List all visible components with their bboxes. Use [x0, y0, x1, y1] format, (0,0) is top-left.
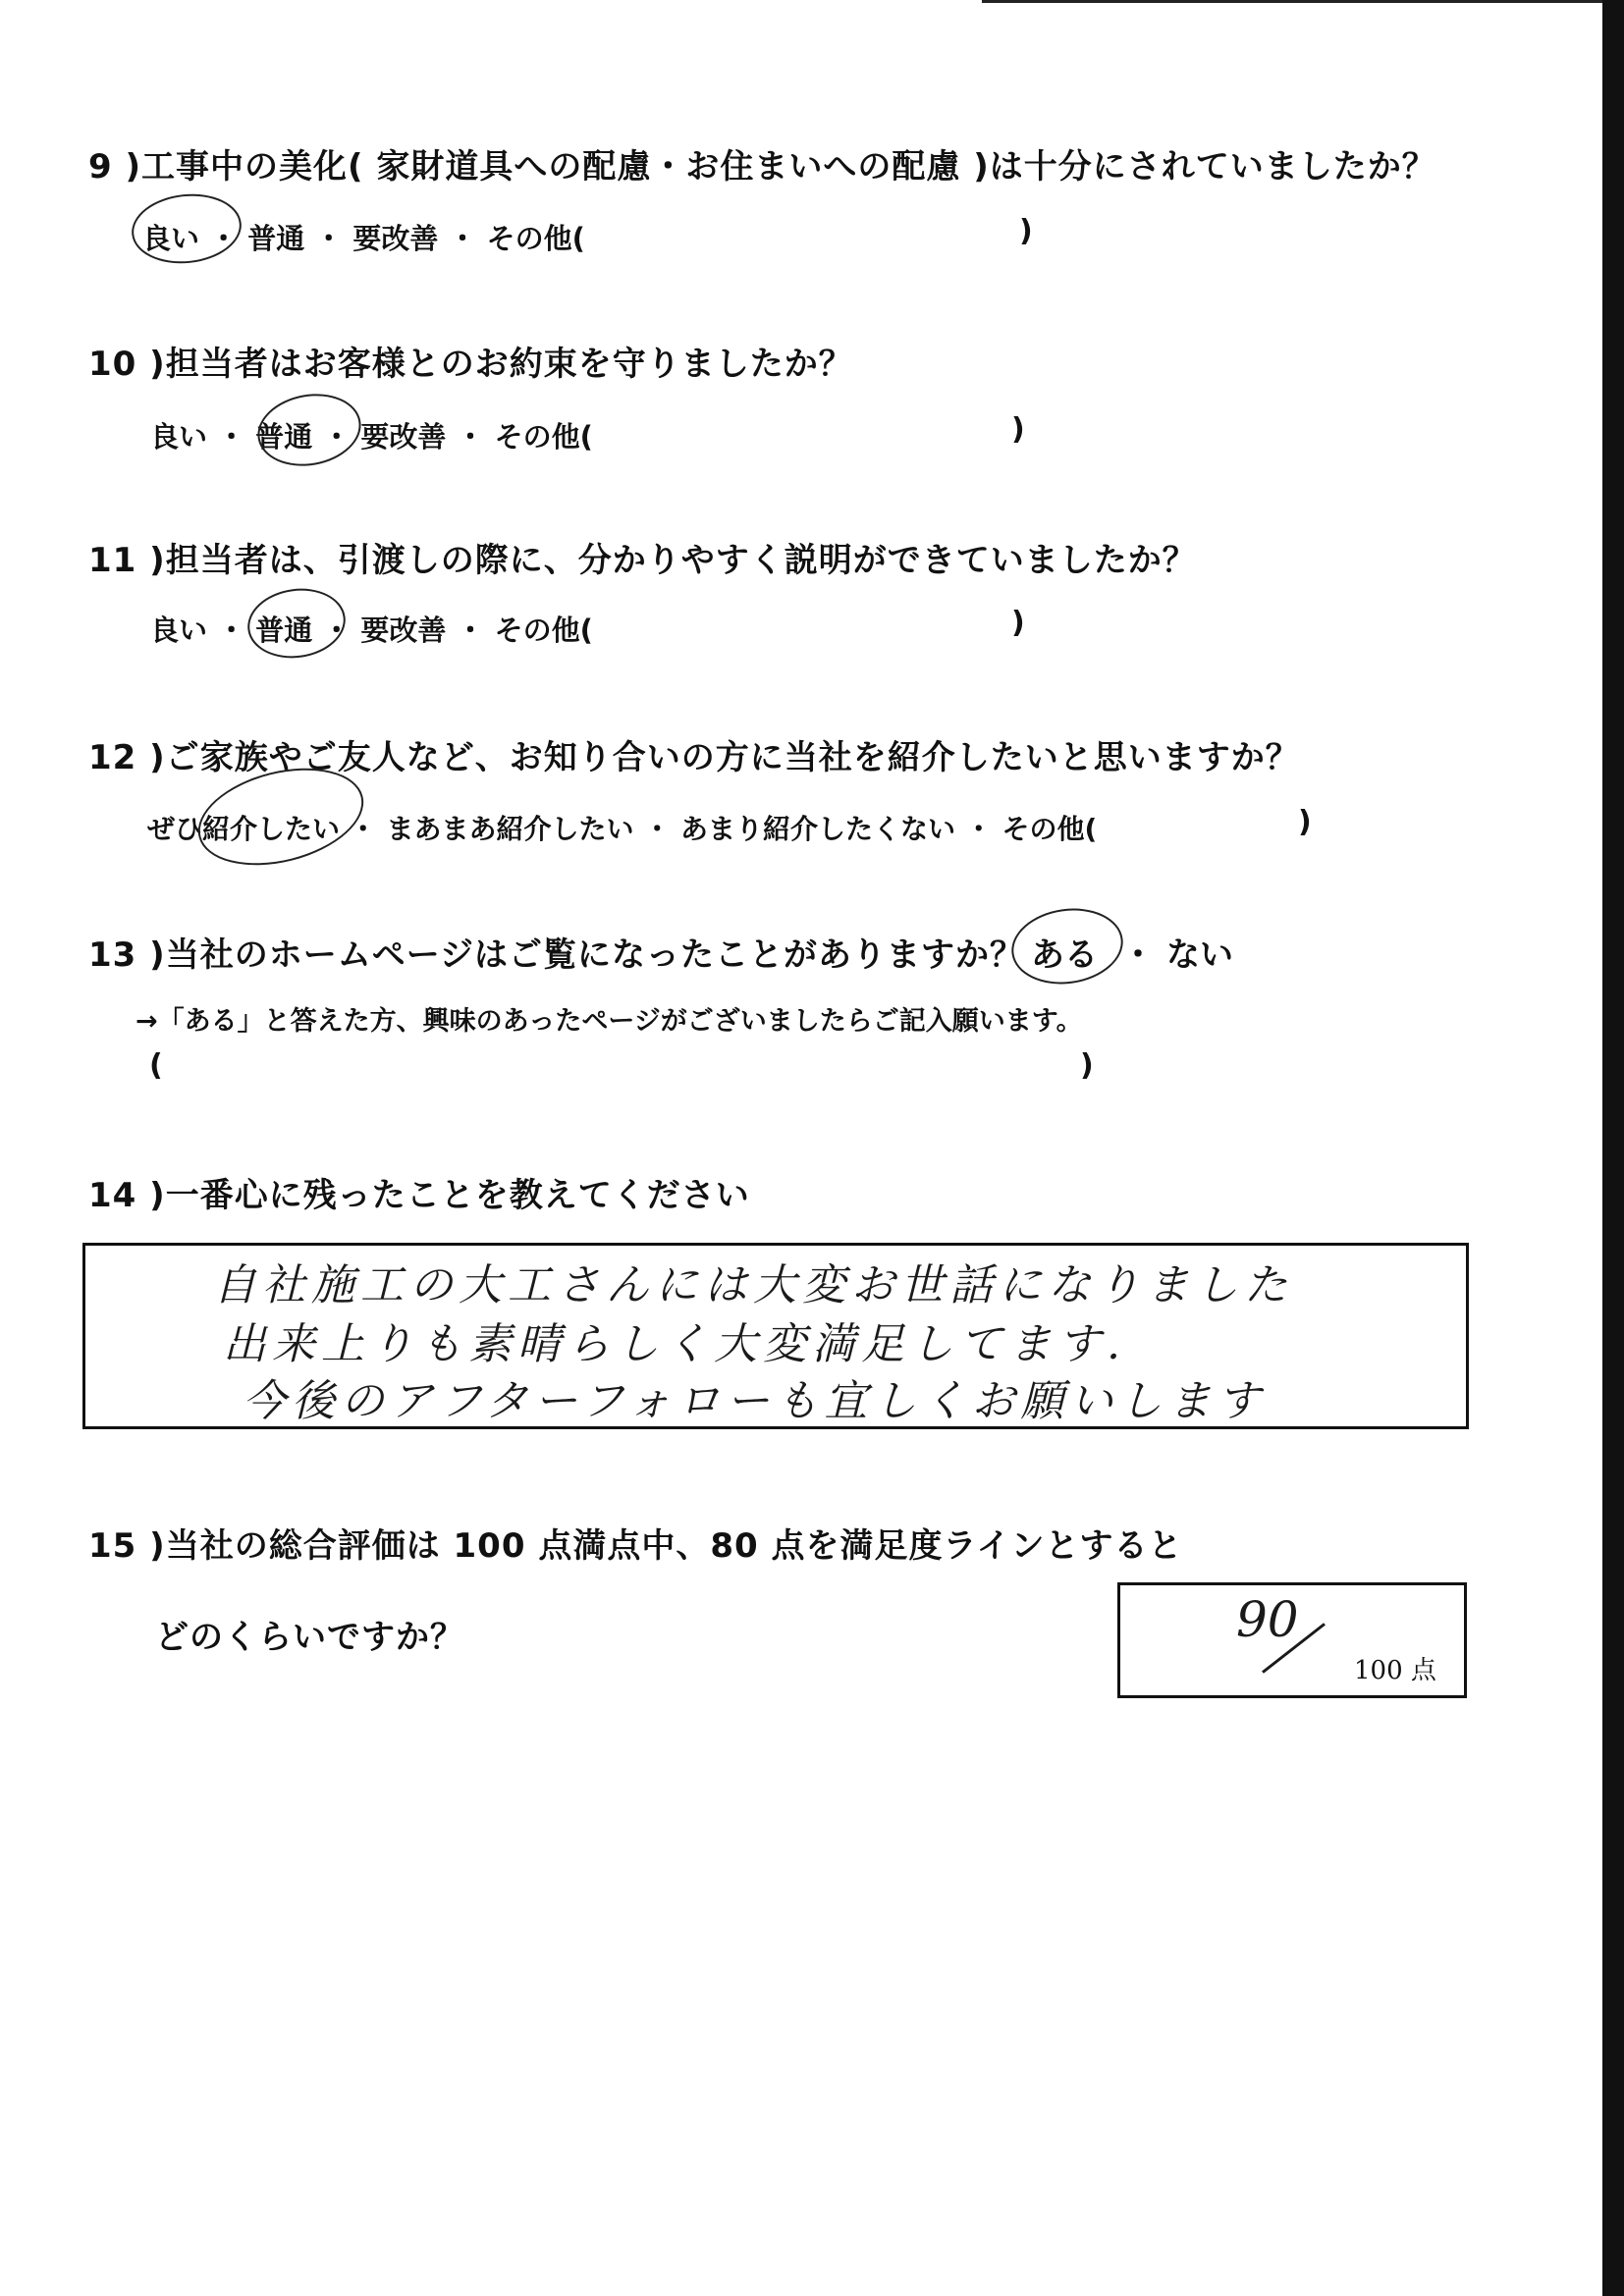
question-15-title-line-1: 15 )当社の総合評価は 100 点満点中、80 点を満足度ラインとすると — [88, 1526, 1183, 1566]
answer-line-1: 自社施工の大工さんには大変お世話になりました — [213, 1260, 1293, 1310]
question-11-selected-circle[interactable] — [244, 582, 351, 664]
question-9-options: 良い ・ 普通 ・ 要改善 ・ その他( — [142, 222, 585, 255]
question-10-title: 10 )担当者はお客様とのお約束を守りましたか？ — [88, 345, 853, 384]
question-14-answer-box[interactable] — [82, 1243, 1469, 1429]
question-12-close-paren: ) — [1298, 805, 1312, 839]
scan-edge-top — [982, 0, 1624, 3]
score-value: 90 — [1236, 1591, 1299, 1648]
question-10-options: 良い ・ 普通 ・ 要改善 ・ その他( — [150, 420, 593, 454]
question-13-close-paren: ) — [1080, 1048, 1094, 1083]
question-13-answer-yes: ある — [1031, 935, 1098, 975]
score-unit: 100 点 — [1354, 1656, 1436, 1685]
question-10-close-paren: ) — [1011, 412, 1025, 447]
question-12-title: 12 )ご家族やご友人など、お知り合いの方に当社を紹介したいと思いますか？ — [88, 738, 1300, 777]
question-11-close-paren: ) — [1011, 606, 1025, 640]
question-11-title: 11 )担当者は、引渡しの際に、分かりやすく説明ができていましたか？ — [88, 541, 1197, 580]
question-13-answer-no: ない — [1166, 935, 1233, 975]
score-box[interactable] — [1117, 1582, 1467, 1698]
question-14-title: 14 )一番心に残ったことを教えてください — [88, 1176, 750, 1215]
question-12-options: ぜひ紹介したい ・ まあまあ紹介したい ・ あまり紹介したくない ・ その他( — [147, 813, 1098, 845]
question-9-title: 9 )工事中の美化( 家財道具への配慮・お住まいへの配慮 )は十分にされていましたか？ — [88, 147, 1436, 187]
answer-line-2: 出来上りも素晴らしく大変満足してます. — [223, 1319, 1126, 1369]
question-11-options: 良い ・ 普通 ・ 要改善 ・ その他( — [150, 614, 593, 647]
question-13-selected-circle[interactable] — [1006, 901, 1127, 990]
answer-line-3: 今後のアフターフォローも宜しくお願いします — [243, 1376, 1267, 1426]
question-13-note: →「ある」と答えた方、興味のあったページがございましたらご記入願います。 — [135, 1006, 1083, 1037]
scan-edge-right — [1602, 0, 1624, 2296]
question-10-selected-circle[interactable] — [252, 386, 367, 473]
question-13-open-paren: ( — [149, 1048, 163, 1083]
question-15-title-line-2: どのくらいですか？ — [155, 1618, 464, 1657]
question-13-separator: ・ — [1121, 935, 1155, 975]
question-13-title: 13 )当社のホームページはご覧になったことがありますか？ — [88, 935, 1025, 975]
question-9-close-paren: ) — [1019, 214, 1033, 248]
